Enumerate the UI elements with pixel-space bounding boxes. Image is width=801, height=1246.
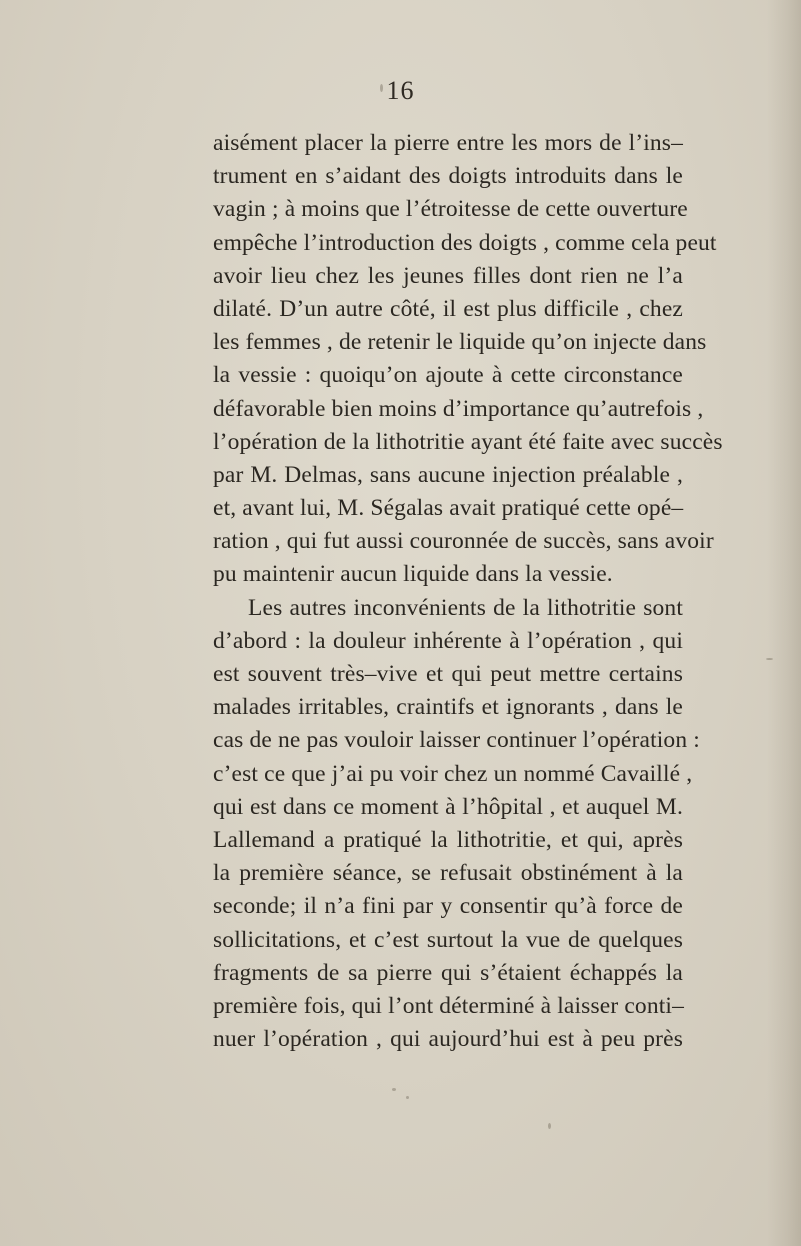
text-line: la première séance, se refusait obstinément à la xyxy=(213,860,683,887)
page-edge-shadow xyxy=(767,0,801,1246)
text-line: première fois, qui l’ont déterminé à laisser conti– xyxy=(213,992,684,1019)
body-text xyxy=(213,127,723,1056)
paper-speck xyxy=(766,658,773,660)
text-line: trument en s’aidant des doigts introduits dans le xyxy=(213,163,683,190)
text-line: les femmes , de retenir le liquide qu’on injecte dans xyxy=(213,329,707,356)
text-line: dilaté. D’un autre côté, il est plus difficile , chez xyxy=(213,295,683,322)
text-line: nuer l’opération , qui aujourd’hui est à peu près xyxy=(213,1026,683,1053)
text-line: malades irritables, craintifs et ignorants , dans le xyxy=(213,694,683,721)
text-line: qui est dans ce moment à l’hôpital , et auquel M. xyxy=(213,793,683,820)
text-line: fragments de sa pierre qui s’étaient échappés la xyxy=(213,959,683,986)
page-number: 16 xyxy=(386,76,415,105)
text-line: avoir lieu chez les jeunes filles dont rien ne l’a xyxy=(213,262,683,289)
text-line: aisément placer la pierre entre les mors de l’ins– xyxy=(213,130,683,156)
text-line: cas de ne pas vouloir laisser continuer l’opération : xyxy=(213,727,700,754)
text-line: pu maintenir aucun liquide dans la vessie. xyxy=(213,561,613,588)
text-line: empêche l’introduction des doigts , comme cela peut xyxy=(213,229,717,256)
text-line: par M. Delmas, sans aucune injection préalable , xyxy=(213,461,683,488)
text-line: défavorable bien moins d’importance qu’autrefois , xyxy=(213,395,704,422)
text-line: ration , qui fut aussi couronnée de succès, sans avoir xyxy=(213,528,714,555)
text-line: est souvent très–vive et qui peut mettre certains xyxy=(213,661,683,687)
text-line: Lallemand a pratiqué la lithotritie, et qui, après xyxy=(213,826,683,853)
paper-speck xyxy=(406,1096,409,1099)
text-line: vagin ; à moins que l’étroitesse de cette ouverture xyxy=(213,196,688,223)
paper-speck xyxy=(392,1088,396,1091)
text-line: la vessie : quoiqu’on ajoute à cette circonstance xyxy=(213,362,683,389)
paper-speck xyxy=(380,84,383,92)
text-line: et, avant lui, M. Ségalas avait pratiqué cette opé– xyxy=(213,495,684,522)
paragraph-start-line: Les autres inconvénients de la lithotritie sont xyxy=(248,594,683,621)
text-line: l’opération de la lithotritie ayant été faite avec succès xyxy=(213,428,723,455)
text-line: c’est ce que j’ai pu voir chez un nommé Cavaillé , xyxy=(213,760,693,787)
text-line: sollicitations, et c’est surtout la vue de quelques xyxy=(213,926,683,953)
text-line: d’abord : la douleur inhérente à l’opération , qui xyxy=(213,627,683,654)
text-line: seconde; il n’a fini par y consentir qu’à force de xyxy=(213,893,683,920)
paper-speck xyxy=(548,1123,551,1129)
